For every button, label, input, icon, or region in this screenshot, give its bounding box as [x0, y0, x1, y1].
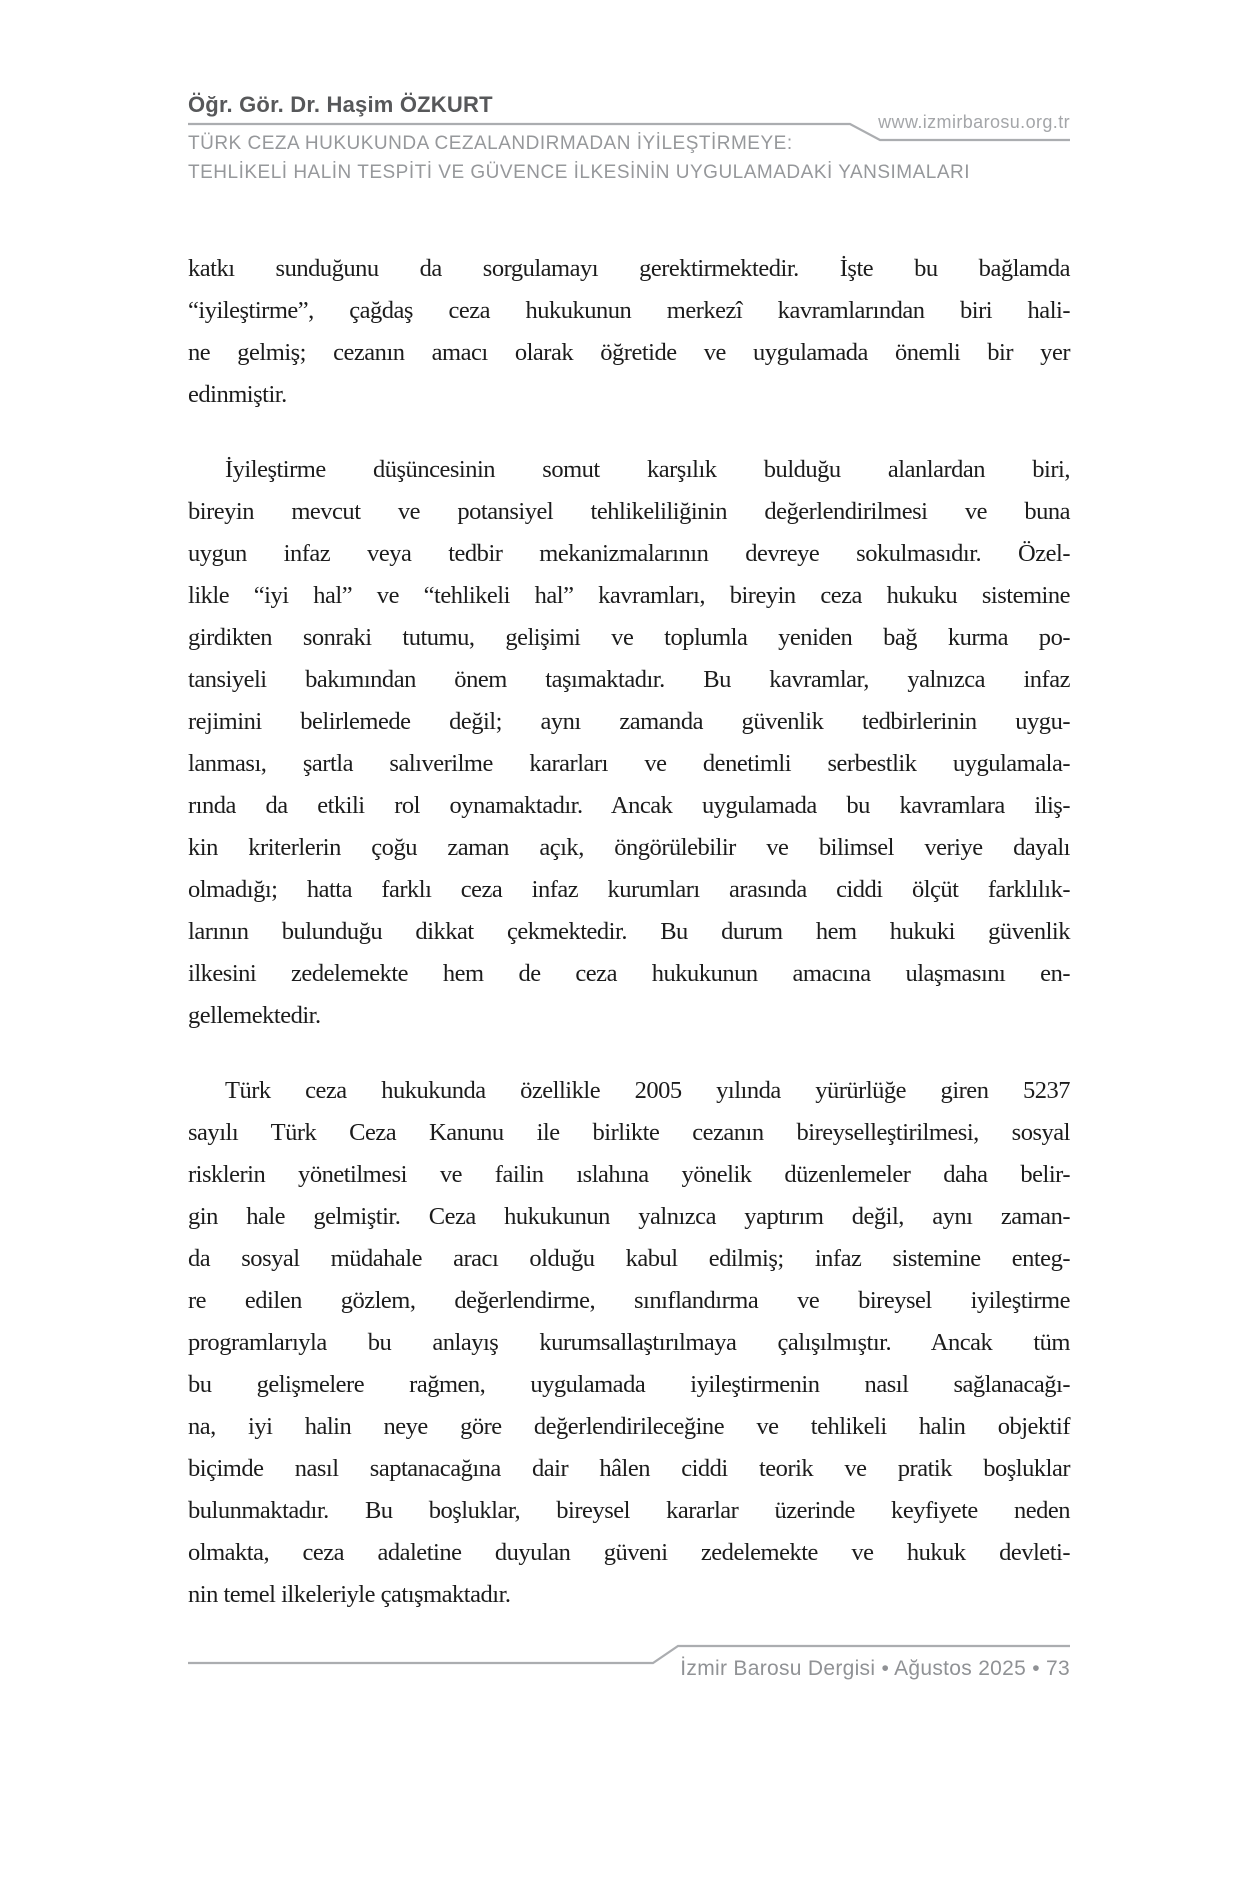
- text-line: re edilen gözlem, değerlendirme, sınıflandırma ve bireysel iyileştirme: [188, 1287, 1070, 1314]
- text-line: biçimde nasıl saptanacağına dair hâlen ciddi teorik ve pratik boşluklar: [188, 1455, 1070, 1482]
- article-body: [188, 248, 1070, 1616]
- text-line: gin hale gelmiştir. Ceza hukukunun yalnızca yaptırım değil, aynı zaman-: [188, 1203, 1070, 1230]
- author-name: Öğr. Gör. Dr. Haşim ÖZKURT: [188, 92, 493, 117]
- text-line: katkı sunduğunu da sorgulamayı gerektirmektedir. İşte bu bağlamda: [188, 255, 1070, 282]
- text-line: rejimini belirlemede değil; aynı zamanda güvenlik tedbirlerinin uygu-: [188, 708, 1070, 735]
- text-line: İyileştirme düşüncesinin somut karşılık bulduğu alanlardan biri,: [225, 456, 1070, 483]
- text-line: tansiyeli bakımından önem taşımaktadır. Bu kavramlar, yalnızca infaz: [188, 666, 1070, 693]
- text-line: bulunmaktadır. Bu boşluklar, bireysel kararlar üzerinde keyfiyete neden: [188, 1497, 1070, 1524]
- text-line: girdikten sonraki tutumu, gelişimi ve toplumla yeniden bağ kurma po-: [188, 624, 1070, 651]
- text-line: likle “iyi hal” ve “tehlikeli hal” kavramları, bireyin ceza hukuku sistemine: [188, 582, 1070, 609]
- text-line: “iyileştirme”, çağdaş ceza hukukunun merkezî kavramlarından biri hali-: [188, 297, 1070, 324]
- text-line: ilkesini zedelemekte hem de ceza hukukunun amacına ulaşmasını en-: [188, 960, 1070, 987]
- text-line: bireyin mevcut ve potansiyel tehlikeliliğinin değerlendirilmesi ve buna: [188, 498, 1070, 525]
- text-line: rında da etkili rol oynamaktadır. Ancak uygulamada bu kavramlara iliş-: [188, 792, 1070, 819]
- text-line: nin temel ilkeleriyle çatışmaktadır.: [188, 1581, 511, 1608]
- paragraph: [188, 248, 1070, 416]
- text-line: programlarıyla bu anlayış kurumsallaştırılmaya çalışılmıştır. Ancak tüm: [188, 1329, 1070, 1356]
- text-line: kin kriterlerin çoğu zaman açık, öngörülebilir ve bilimsel veriye dayalı: [188, 834, 1070, 861]
- text-line: olmadığı; hatta farklı ceza infaz kurumları arasında ciddi ölçüt farklılık-: [188, 876, 1070, 903]
- text-line: olmakta, ceza adaletine duyulan güveni zedelemekte ve hukuk devleti-: [188, 1539, 1070, 1566]
- text-line: gellemektedir.: [188, 1002, 321, 1029]
- text-line: edinmiştir.: [188, 381, 287, 408]
- text-line: uygun infaz veya tedbir mekanizmalarının devreye sokulmasıdır. Özel-: [188, 540, 1070, 567]
- footer-journal-info: İzmir Barosu Dergisi • Ağustos 2025 • 73: [680, 1657, 1070, 1680]
- text-line: risklerin yönetilmesi ve failin ıslahına yönelik düzenlemeler daha belir-: [188, 1161, 1070, 1188]
- paragraph: [188, 1070, 1070, 1616]
- text-line: bu gelişmelere rağmen, uygulamada iyileştirmenin nasıl sağlanacağı-: [188, 1371, 1070, 1398]
- journal-website-url: www.izmirbarosu.org.tr: [878, 112, 1070, 132]
- text-line: lanması, şartla salıverilme kararları ve denetimli serbestlik uygulamala-: [188, 750, 1070, 777]
- article-title: [188, 129, 1088, 187]
- text-line: na, iyi halin neye göre değerlendirileceğine ve tehlikeli halin objektif: [188, 1413, 1070, 1440]
- paragraph: [188, 449, 1070, 1037]
- text-line: sayılı Türk Ceza Kanunu ile birlikte cezanın bireyselleştirilmesi, sosyal: [188, 1119, 1070, 1146]
- text-line: larının bulunduğu dikkat çekmektedir. Bu durum hem hukuki güvenlik: [188, 918, 1070, 945]
- text-line: ne gelmiş; cezanın amacı olarak öğretide ve uygulamada önemli bir yer: [188, 339, 1070, 366]
- article-title-line2: TEHLİKELİ HALİN TESPİTİ VE GÜVENCE İLKESİNİN UYGULAMADAKİ YANSIMALARI: [188, 162, 971, 183]
- text-line: Türk ceza hukukunda özellikle 2005 yılında yürürlüğe giren 5237: [225, 1077, 1070, 1104]
- article-title-line1: TÜRK CEZA HUKUKUNDA CEZALANDIRMADAN İYİLEŞTİRMEYE:: [188, 133, 793, 154]
- text-line: da sosyal müdahale aracı olduğu kabul edilmiş; infaz sistemine enteg-: [188, 1245, 1070, 1272]
